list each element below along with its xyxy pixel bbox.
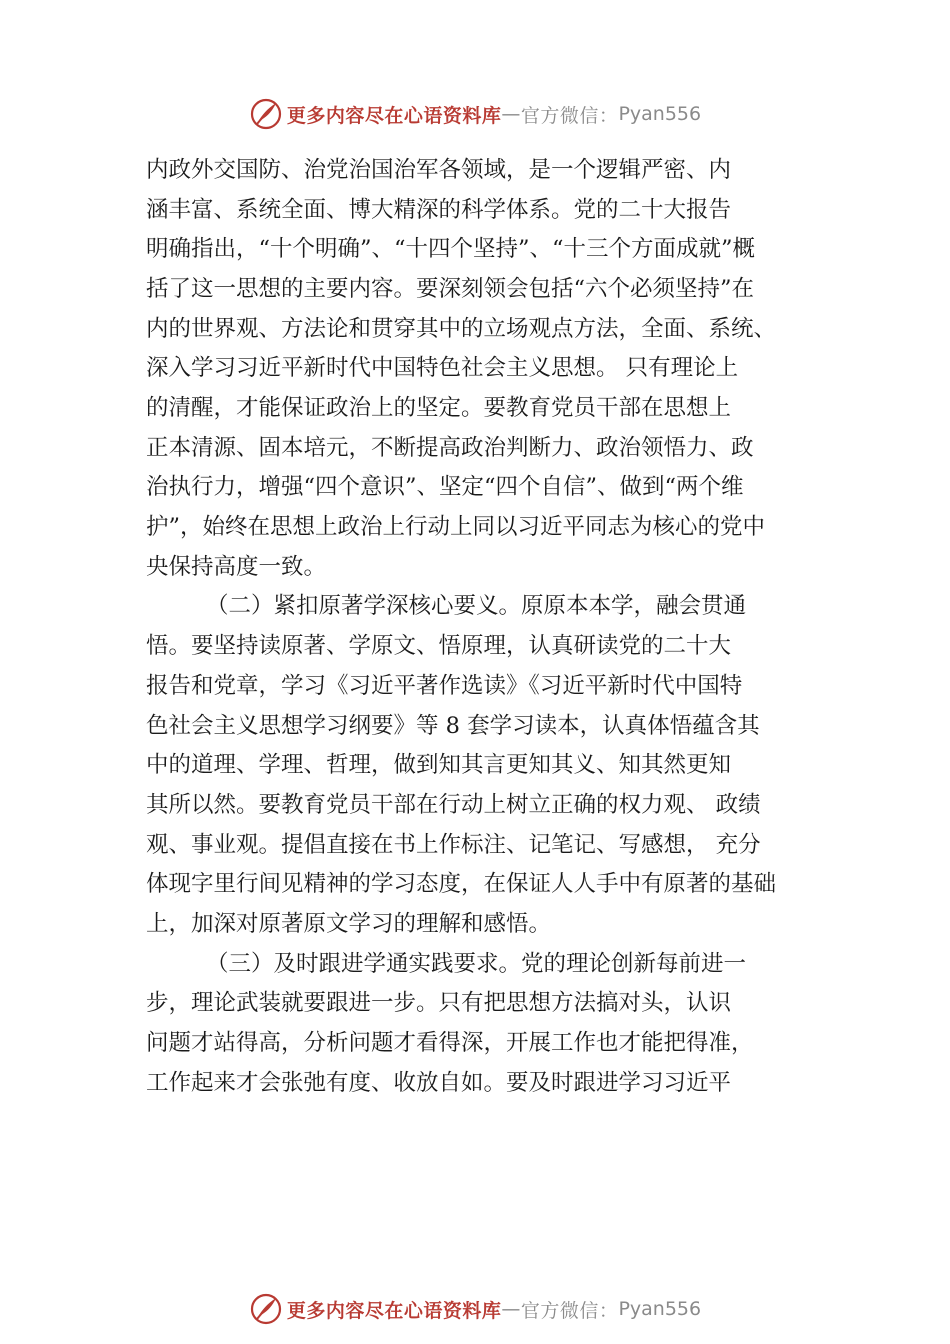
quill-pen-logo-icon: [249, 97, 283, 131]
paragraph-heading-3: （三）及时跟进学通实践要求。党的理论创新每前进一: [206, 950, 747, 977]
text-line: 悟。要坚持读原著、学原文、悟原理，认真研读党的二十大: [146, 633, 732, 659]
text-line: 明确指出，“十个明确”、“十四个坚持”、“十三个方面成就”概: [146, 236, 756, 262]
banner-wechat-label: 官方微信：: [520, 1299, 619, 1322]
text-line: 上，加深对原著原文学习的理解和感悟。: [146, 911, 552, 937]
text-line: 体现字里行间见精神的学习态度，在保证人人手中有原著的基础: [146, 871, 777, 897]
text-line: 深入学习习近平新时代中国特色社会主义思想。 只有理论上: [146, 355, 739, 381]
banner-separator: —: [501, 103, 521, 125]
text-line: 括了这一思想的主要内容。要深刻领会包括“六个必须坚持”在: [146, 276, 755, 302]
footer-banner: [0, 1289, 950, 1329]
text-line: 内的世界观、方法论和贯穿其中的立场观点方法，全面、系统、: [146, 315, 777, 342]
text-line: 治执行力，增强“四个意识”、坚定“四个自信”、做到“两个维: [146, 474, 744, 500]
text-line: 观、事业观。提倡直接在书上作标注、记笔记、写感想， 充分: [146, 831, 761, 858]
text-line: 的清醒，才能保证政治上的坚定。要教育党员干部在思想上: [146, 395, 732, 421]
banner-wechat-label: 官方微信：: [520, 104, 619, 127]
text-line: 其所以然。要教育党员干部在行动上树立正确的权力观、 政绩: [146, 792, 761, 818]
text-line: 正本清源、固本培元，不断提高政治判断力、政治领悟力、政: [146, 434, 754, 461]
text-line: 护”，始终在思想上政治上行动上同以习近平同志为核心的党中: [146, 514, 766, 540]
banner-wechat-id: Pyan556: [618, 1298, 702, 1320]
text-line: 色社会主义思想学习纲要》等 8 套学习读本，认真体悟蕴含其: [146, 712, 760, 739]
text-line: 涵丰富、系统全面、博大精深的科学体系。党的二十大报告: [146, 196, 732, 223]
banner-wechat-id: Pyan556: [618, 103, 702, 125]
quill-pen-logo-icon: [249, 1292, 283, 1326]
text-line: 工作起来才会张弛有度、收放自如。要及时跟进学习习近平: [146, 1069, 732, 1096]
paragraph-heading-2: （二）紧扣原著学深核心要义。原原本本学，融会贯通: [206, 593, 747, 619]
header-banner: [0, 94, 950, 134]
text-line: 内政外交国防、治党治国治军各领域，是一个逻辑严密、内: [146, 157, 732, 183]
banner-main-text: 更多内容尽在心语资料库: [286, 1299, 502, 1322]
text-line: 央保持高度一致。: [146, 553, 327, 580]
text-line: 问题才站得高，分析问题才看得深，开展工作也才能把得准，: [146, 1030, 754, 1056]
text-line: 中的道理、学理、哲理，做到知其言更知其义、知其然更知: [146, 752, 732, 778]
text-line: 步，理论武装就要跟进一步。只有把思想方法搞对头，认识: [146, 990, 732, 1016]
banner-main-text: 更多内容尽在心语资料库: [286, 104, 502, 127]
banner-separator: —: [501, 1298, 521, 1320]
text-line: 报告和党章，学习《习近平著作选读》《习近平新时代中国特: [146, 673, 743, 699]
